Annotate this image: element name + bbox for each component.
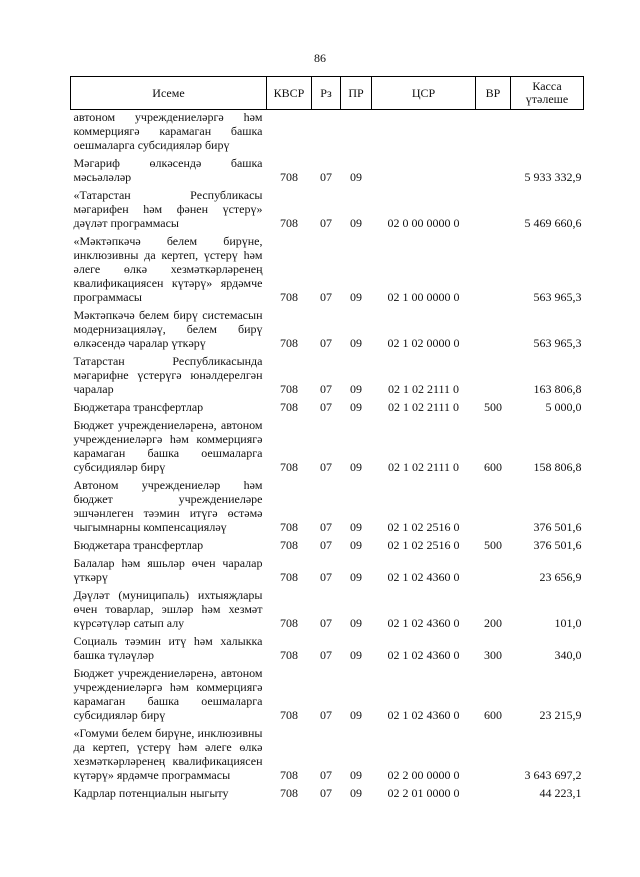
table-row xyxy=(71,723,584,783)
cell-rz: 07 xyxy=(320,336,332,350)
cell-kassa xyxy=(511,110,584,154)
cell-kvsr: 708 xyxy=(280,648,298,662)
cell-kvsr: 708 xyxy=(280,708,298,722)
cell-name: Социаль тәэмин итү һәм халыкка башка түләүләр xyxy=(73,634,263,662)
budget-table xyxy=(70,76,584,801)
cell-rz: 07 xyxy=(320,170,332,184)
cell-kvsr: 708 xyxy=(280,382,298,396)
cell-vr xyxy=(476,723,511,783)
cell-name: Мәгариф өлкәсендә башка мәсьәләләр xyxy=(73,156,263,184)
table-row xyxy=(71,185,584,231)
header-rz: Рз xyxy=(312,77,341,110)
cell-pr: 09 xyxy=(350,768,362,782)
cell-csr: 02 1 02 2516 0 xyxy=(387,520,460,534)
cell-pr: 09 xyxy=(350,216,362,230)
cell-csr xyxy=(372,153,476,185)
table-row xyxy=(71,397,584,415)
cell-vr xyxy=(476,185,511,231)
cell-rz: 07 xyxy=(320,538,332,552)
cell-name: «Мәктәпкәчә белем бирүне, инклюзивны да кертеп, үстерү һәм әлеге өлкә хезмәткәрләренең квалификациясен күтәрү» ярдәмче программасы xyxy=(73,234,263,304)
cell-name: Татарстан Республикасында мәгарифне үстерүгә юнәлдерелгән чаралар xyxy=(73,354,263,396)
table-row xyxy=(71,351,584,397)
cell-kassa: 23 656,9 xyxy=(539,570,582,584)
cell-kassa: 376 501,6 xyxy=(533,520,582,534)
cell-vr: 600 xyxy=(484,708,502,722)
table-row xyxy=(71,305,584,351)
cell-pr: 09 xyxy=(350,460,362,474)
cell-kvsr: 708 xyxy=(280,570,298,584)
cell-kvsr: 708 xyxy=(280,520,298,534)
cell-rz: 07 xyxy=(320,786,332,800)
table-row xyxy=(71,110,584,154)
cell-pr: 09 xyxy=(350,648,362,662)
cell-vr xyxy=(476,783,511,801)
cell-csr: 02 1 02 0000 0 xyxy=(387,336,460,350)
cell-vr: 200 xyxy=(484,616,502,630)
cell-rz: 07 xyxy=(320,382,332,396)
cell-kvsr: 708 xyxy=(280,290,298,304)
cell-kassa: 23 215,9 xyxy=(539,708,582,722)
cell-rz: 07 xyxy=(320,460,332,474)
cell-kvsr: 708 xyxy=(280,216,298,230)
cell-pr: 09 xyxy=(350,400,362,414)
cell-name: Бюджетара трансфертлар xyxy=(73,400,204,414)
cell-name: Балалар һәм яшьләр өчен чаралар үткәрү xyxy=(73,556,263,584)
cell-name: «Татарстан Республикасы мәгарифен һәм фәнен үстерү» дәүләт программасы xyxy=(73,188,263,230)
table-row xyxy=(71,231,584,305)
header-vr: ВР xyxy=(476,77,511,110)
cell-csr: 02 1 02 4360 0 xyxy=(387,616,460,630)
table-row xyxy=(71,783,584,801)
cell-kvsr: 708 xyxy=(280,400,298,414)
cell-vr xyxy=(476,553,511,585)
cell-pr xyxy=(341,110,372,154)
cell-name: Бюджет учреждениеләренә, автоном учреждениеләргә һәм коммерциягә карамаган башка оешмаларга субсидияләр бирү xyxy=(73,418,263,474)
cell-vr xyxy=(476,231,511,305)
cell-name: Мәктәпкәчә белем бирү системасын модернизацияләү, белем бирү өлкәсендә чаралар үткәрү xyxy=(73,308,263,350)
table-row xyxy=(71,535,584,553)
cell-pr: 09 xyxy=(350,336,362,350)
cell-kvsr: 708 xyxy=(280,336,298,350)
cell-csr: 02 2 00 0000 0 xyxy=(387,768,460,782)
cell-kassa: 44 223,1 xyxy=(539,786,582,800)
cell-vr xyxy=(476,475,511,535)
cell-csr: 02 1 02 4360 0 xyxy=(387,648,460,662)
table-row xyxy=(71,153,584,185)
cell-pr: 09 xyxy=(350,538,362,552)
cell-name: Кадрлар потенциалын ныгыту xyxy=(73,786,229,800)
cell-kassa: 5 000,0 xyxy=(545,400,582,414)
cell-kassa: 5 933 332,9 xyxy=(524,170,582,184)
header-name: Исеме xyxy=(71,77,267,110)
cell-kvsr: 708 xyxy=(280,460,298,474)
table-row xyxy=(71,475,584,535)
table-row xyxy=(71,631,584,663)
cell-vr xyxy=(476,110,511,154)
cell-kassa: 163 806,8 xyxy=(533,382,582,396)
cell-rz: 07 xyxy=(320,570,332,584)
cell-rz: 07 xyxy=(320,216,332,230)
cell-kassa: 563 965,3 xyxy=(533,336,582,350)
header-csr: ЦСР xyxy=(372,77,476,110)
cell-vr xyxy=(476,351,511,397)
cell-name: Дәүләт (муниципаль) ихтыяҗлары өчен товарлар, эшләр һәм хезмәт күрсәтүләр сатып алу xyxy=(73,588,263,630)
cell-csr: 02 1 02 2516 0 xyxy=(387,538,460,552)
cell-name: Автоном учреждениеләр һәм бюджет учреждениеләре эшчәнлеген тәэмин итүгә өстәмә чыгымнарны компенсацияләү xyxy=(73,478,263,534)
cell-vr xyxy=(476,153,511,185)
cell-pr: 09 xyxy=(350,616,362,630)
cell-csr: 02 2 01 0000 0 xyxy=(387,786,460,800)
cell-csr: 02 1 02 2111 0 xyxy=(387,382,460,396)
cell-kassa: 376 501,6 xyxy=(533,538,582,552)
cell-csr: 02 1 02 2111 0 xyxy=(387,400,460,414)
cell-csr: 02 0 00 0000 0 xyxy=(387,216,460,230)
cell-rz: 07 xyxy=(320,400,332,414)
cell-rz xyxy=(312,110,341,154)
cell-vr: 500 xyxy=(484,400,502,414)
cell-kassa: 3 643 697,2 xyxy=(524,768,582,782)
cell-rz: 07 xyxy=(320,520,332,534)
cell-name: автоном учреждениеләргә һәм коммерциягә карамаган башка оешмаларга субсидияләр бирү xyxy=(73,110,263,152)
cell-name: «Гомуми белем бирүне, инклюзивны да кертеп, үстерү һәм әлеге өлкә хезмәткәрләренең квалификациясен күтәрү» ярдәмче программасы xyxy=(73,726,263,782)
cell-pr: 09 xyxy=(350,290,362,304)
cell-name: Бюджетара трансфертлар xyxy=(73,538,204,552)
cell-kvsr: 708 xyxy=(280,170,298,184)
cell-pr: 09 xyxy=(350,708,362,722)
cell-csr: 02 1 02 2111 0 xyxy=(387,460,460,474)
cell-csr: 02 1 02 4360 0 xyxy=(387,708,460,722)
cell-csr: 02 1 00 0000 0 xyxy=(387,290,460,304)
header-kassa: Касса үтәлеше xyxy=(511,77,584,110)
header-pr: ПР xyxy=(341,77,372,110)
cell-rz: 07 xyxy=(320,768,332,782)
cell-name: Бюджет учреждениеләренә, автоном учреждениеләргә һәм коммерциягә карамаган башка оешмаларга субсидияләр бирү xyxy=(73,666,263,722)
cell-kassa: 5 469 660,6 xyxy=(524,216,582,230)
cell-kvsr: 708 xyxy=(280,616,298,630)
cell-kassa: 563 965,3 xyxy=(533,290,582,304)
cell-pr: 09 xyxy=(350,170,362,184)
cell-pr: 09 xyxy=(350,520,362,534)
cell-kvsr: 708 xyxy=(280,768,298,782)
cell-kvsr xyxy=(267,110,312,154)
cell-pr: 09 xyxy=(350,786,362,800)
cell-kassa: 340,0 xyxy=(554,648,582,662)
cell-vr xyxy=(476,305,511,351)
table-row xyxy=(71,663,584,723)
cell-rz: 07 xyxy=(320,290,332,304)
table-header-row xyxy=(71,77,584,110)
cell-rz: 07 xyxy=(320,708,332,722)
page-number: 86 xyxy=(314,51,326,65)
cell-csr xyxy=(372,110,476,154)
table-row xyxy=(71,553,584,585)
cell-kassa: 101,0 xyxy=(554,616,582,630)
table-row xyxy=(71,415,584,475)
cell-rz: 07 xyxy=(320,616,332,630)
cell-kvsr: 708 xyxy=(280,538,298,552)
cell-rz: 07 xyxy=(320,648,332,662)
cell-kassa: 158 806,8 xyxy=(533,460,582,474)
cell-vr: 500 xyxy=(484,538,502,552)
cell-vr: 300 xyxy=(484,648,502,662)
table-row xyxy=(71,585,584,631)
cell-csr: 02 1 02 4360 0 xyxy=(387,570,460,584)
header-kvsr: КВСР xyxy=(267,77,312,110)
cell-pr: 09 xyxy=(350,570,362,584)
cell-pr: 09 xyxy=(350,382,362,396)
cell-vr: 600 xyxy=(484,460,502,474)
cell-kvsr: 708 xyxy=(280,786,298,800)
